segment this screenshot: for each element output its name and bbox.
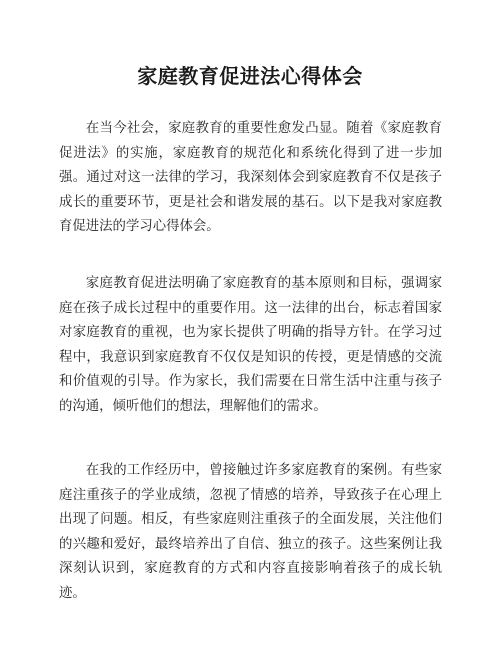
paragraph-1: 在当今社会，家庭教育的重要性愈发凸显。随着《家庭教育促进法》的实施，家庭教育的规范化和系统化得到了进一步加强。通过对这一法律的学习，我深刻体会到家庭教育不仅是孩子成长的重要环节，更是社会和谐发展的基石。以下是我对家庭教育促进法的学习心得体会。 — [59, 121, 442, 234]
paragraph-3: 在我的工作经历中，曾接触过许多家庭教育的案例。有些家庭注重孩子的学业成绩，忽视了情感的培养，导致孩子在心理上出现了问题。相反，有些家庭则注重孩子的全面发展，关注他们的兴趣和爱好，最终培养出了自信、独立的孩子。这些案例让我深刻认识到，家庭教育的方式和内容直接影响着孩子的成长轨迹。 — [59, 463, 442, 601]
paragraph-2: 家庭教育促进法明确了家庭教育的基本原则和目标，强调家庭在孩子成长过程中的重要作用。这一法律的出台，标志着国家对家庭教育的重视，也为家长提供了明确的指导方针。在学习过程中，我意识到家庭教育不仅仅是知识的传授，更是情感的交流和价值观的引导。作为家长，我们需要在日常生活中注重与孩子的沟通，倾听他们的想法，理解他们的需求。 — [59, 276, 442, 414]
document-title: 家庭教育促进法心得体会 — [137, 64, 363, 88]
